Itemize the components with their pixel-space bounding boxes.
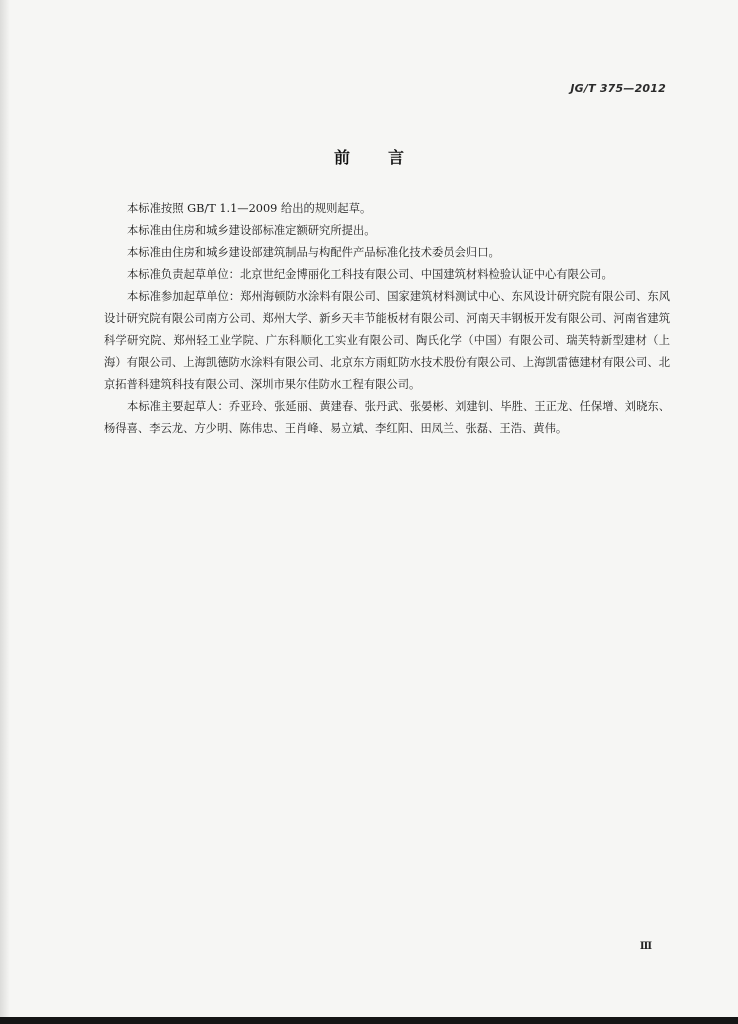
scan-bottom-band — [0, 1017, 738, 1024]
paragraph-proposed-by: 本标准由住房和城乡建设部标准定额研究所提出。 — [127, 224, 376, 237]
page-title: 前言 — [333, 148, 442, 167]
page-number: Ⅲ — [639, 941, 652, 952]
paragraph-under-jurisdiction: 本标准由住房和城乡建设部建筑制品与构配件产品标准化技术委员会归口。 — [127, 246, 500, 259]
paragraph-responsible-drafters: 本标准负责起草单位：北京世纪金博丽化工科技有限公司、中国建筑材料检验认证中心有限公司。 — [127, 268, 613, 281]
paragraph-drafting-rules: 本标准按照 GB/T 1.1—2009 给出的规则起草。 — [127, 202, 372, 215]
foreword-body — [104, 198, 670, 440]
paragraph-participating-drafters: 本标准参加起草单位：郑州海顿防水涂料有限公司、国家建筑材料测试中心、东风设计研究院有限公司、东风设计研究院有限公司南方公司、郑州大学、新乡天丰节能板材有限公司、河南天丰钢板开发有限公司、河南省建筑科学研究院、郑州轻工业学院、广东科顺化工实业有限公司、陶氏化学（中国）有限公司、瑞芙特新型建材（上海）有限公司、上海凯德防水涂料有限公司、北京东方雨虹防水技术股份有限公司、上海凯雷德建材有限公司、北京拓普科建筑科技有限公司、深圳市果尔佳防水工程有限公司。 — [104, 290, 670, 391]
standard-number: JG/T 375—2012 — [570, 82, 666, 95]
paragraph-main-drafters: 本标准主要起草人：乔亚玲、张延丽、黄建春、张丹武、张晏彬、刘建钊、毕胜、王正龙、任保增、刘晓东、杨得喜、李云龙、方少明、陈伟忠、王肖峰、易立斌、李红阳、田凤兰、张磊、王浩、黄伟。 — [104, 400, 670, 435]
